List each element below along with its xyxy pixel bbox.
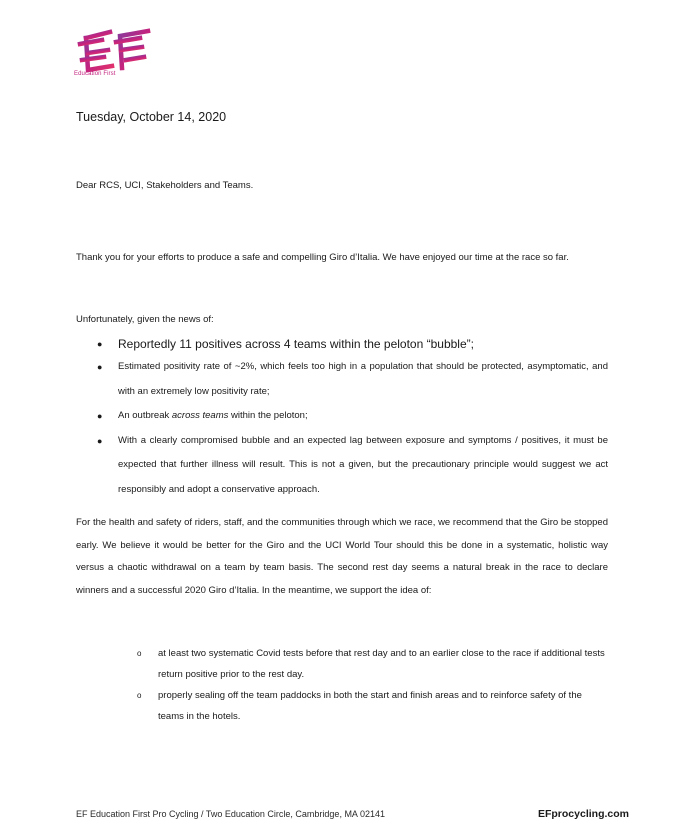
bullet-icon: ●: [97, 339, 103, 349]
list-item: ● Reportedly 11 positives across 4 teams within the peloton “bubble”;: [76, 334, 608, 355]
list-item: o at least two systematic Covid tests before that rest day and to an earlier close to the race if additional tests return positive prior to the rest day.: [136, 643, 606, 685]
letter-date: Tuesday, October 14, 2020: [76, 110, 227, 124]
recommendation-paragraph: For the health and safety of riders, staff, and the communities through which we race, we recommend that the Giro be stopped early. We believe it would be better for the Giro and the UCI World Tour should this be done in a systematic, holistic way versus a chaotic withdrawal on a team by team basis. The second rest day seems a natural break in the race to declare winners and a successful 2020 Giro d’Italia. In the meantime, we support the idea of:: [76, 517, 608, 596]
logo-subtitle: Education First: [74, 71, 116, 77]
list-item: o properly sealing off the team paddocks in both the start and finish areas and to reinforce safety of the teams in the hotels.: [136, 685, 606, 727]
circle-bullet-icon: o: [137, 691, 142, 700]
footer-address: EF Education First Pro Cycling / Two Education Circle, Cambridge, MA 02141: [76, 809, 385, 819]
bullet-icon: ●: [97, 435, 103, 446]
news-intro-paragraph: Unfortunately, given the news of:: [76, 314, 214, 325]
bullet-icon: ●: [97, 362, 103, 372]
footer-website[interactable]: EFprocycling.com: [537, 808, 629, 820]
salutation: Dear RCS, UCI, Stakeholders and Teams.: [76, 180, 254, 191]
support-bullet-list: [136, 643, 606, 727]
list-item: ● Estimated positivity rate of ~2%, which feels too high in a population that should be protected, asymptomatic, and with an extremely low positivity rate;: [76, 355, 608, 404]
circle-bullet-icon: o: [137, 649, 142, 658]
intro-paragraph: Thank you for your efforts to produce a safe and compelling Giro d’Italia. We have enjoyed our time at the race so far.: [76, 252, 569, 263]
list-item: ● An outbreak across teams within the peloton;: [76, 404, 608, 429]
list-item: ● With a clearly compromised bubble and an expected lag between exposure and symptoms / positives, it must be expected that further illness will result. This is not a given, but the precautionary principle would suggest we act responsibly and adopt a conservative approach.: [76, 429, 608, 503]
news-bullet-list: [76, 334, 608, 502]
bullet-icon: ●: [97, 411, 103, 421]
